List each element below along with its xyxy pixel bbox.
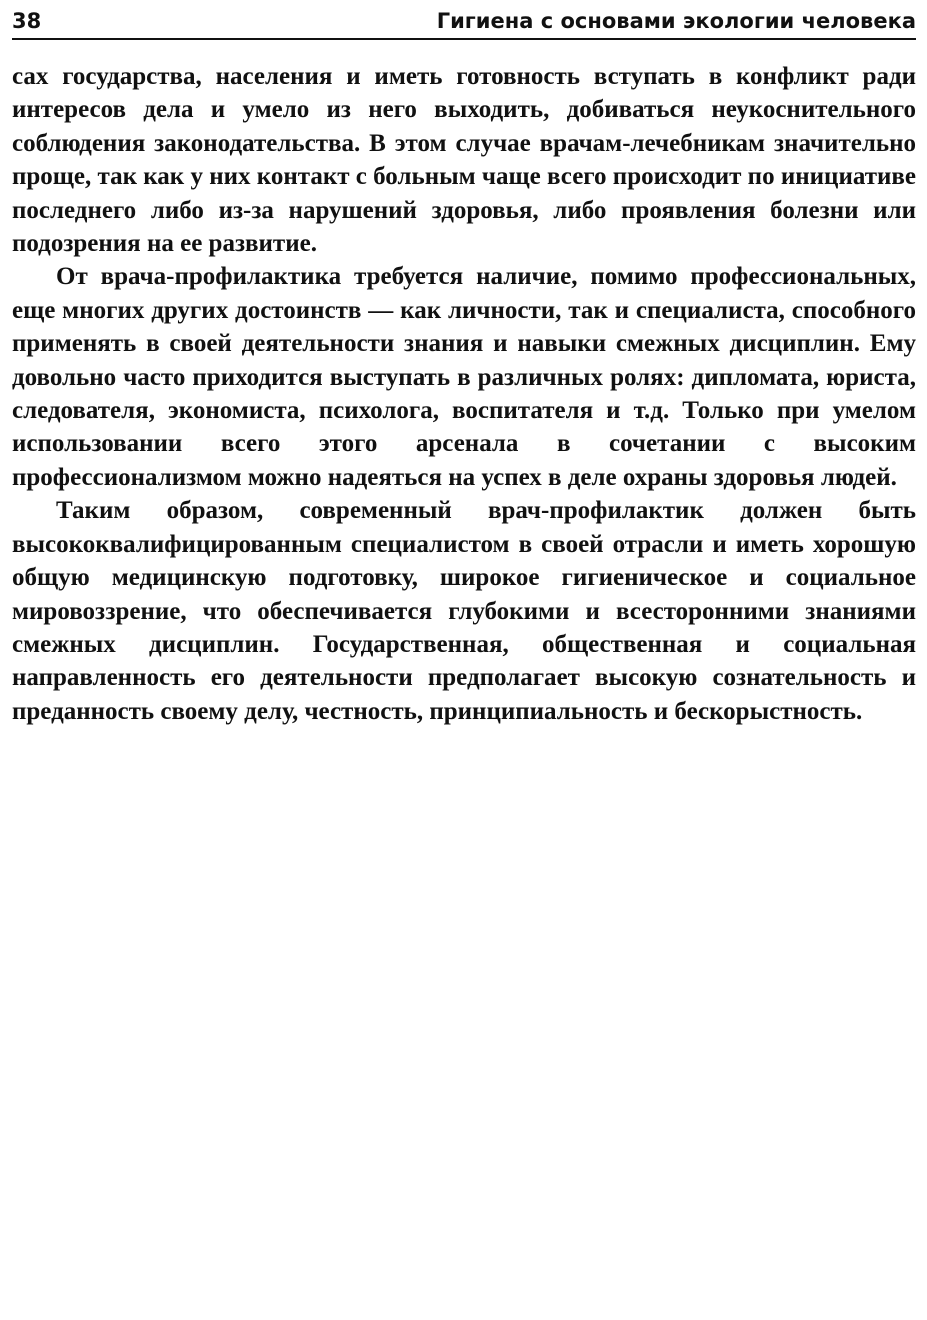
book-page [12, 0, 916, 1320]
paragraph-doctor-qualities: От врача-профилактика требуется наличие, помимо профессиональных, еще многих других достоинств — как личности, так и специалиста, способного применять в своей деятельности знания и навыки смежных дисциплин. Ему довольно часто приходится выступать в различных ролях: дипломата, юриста, следователя, экономиста, психолога, воспитателя и т.д. Только при умелом использовании всего этого арсенала в сочетании с высоким профессионализмом можно надеяться на успех в деле охраны здоровья людей. [12, 263, 916, 491]
paragraph-continued: сах государства, населения и иметь готовность вступать в конфликт ради интересов дела и умело из него выходить, добиваться неукоснительного соблюдения законодательства. В этом случае врачам-лечебникам значительно проще, так как у них контакт с больным чаще всего происходит по инициативе последнего либо из-за нарушений здоровья, либо проявления болезни или подозрения на ее развитие. [12, 63, 916, 258]
paragraph-conclusion: Таким образом, современный врач-профилактик должен быть высококвалифицированным специалистом в своей отрасли и иметь хорошую общую медицинскую подготовку, широкое гигиеническое и социальное мировоззрение, что обеспечивается глубокими и всесторонними знаниями смежных дисциплин. Государственная, общественная и социальная направленность его деятельности предполагает высокую сознательность и преданность своему делу, честность, принципиальность и бескорыстность. [12, 497, 916, 725]
book-title: Гигиена с основами экологии человека [436, 9, 916, 33]
page-number: 38 [12, 9, 42, 33]
running-head [12, 6, 916, 36]
header-rule [12, 38, 916, 40]
body-text [12, 60, 916, 728]
